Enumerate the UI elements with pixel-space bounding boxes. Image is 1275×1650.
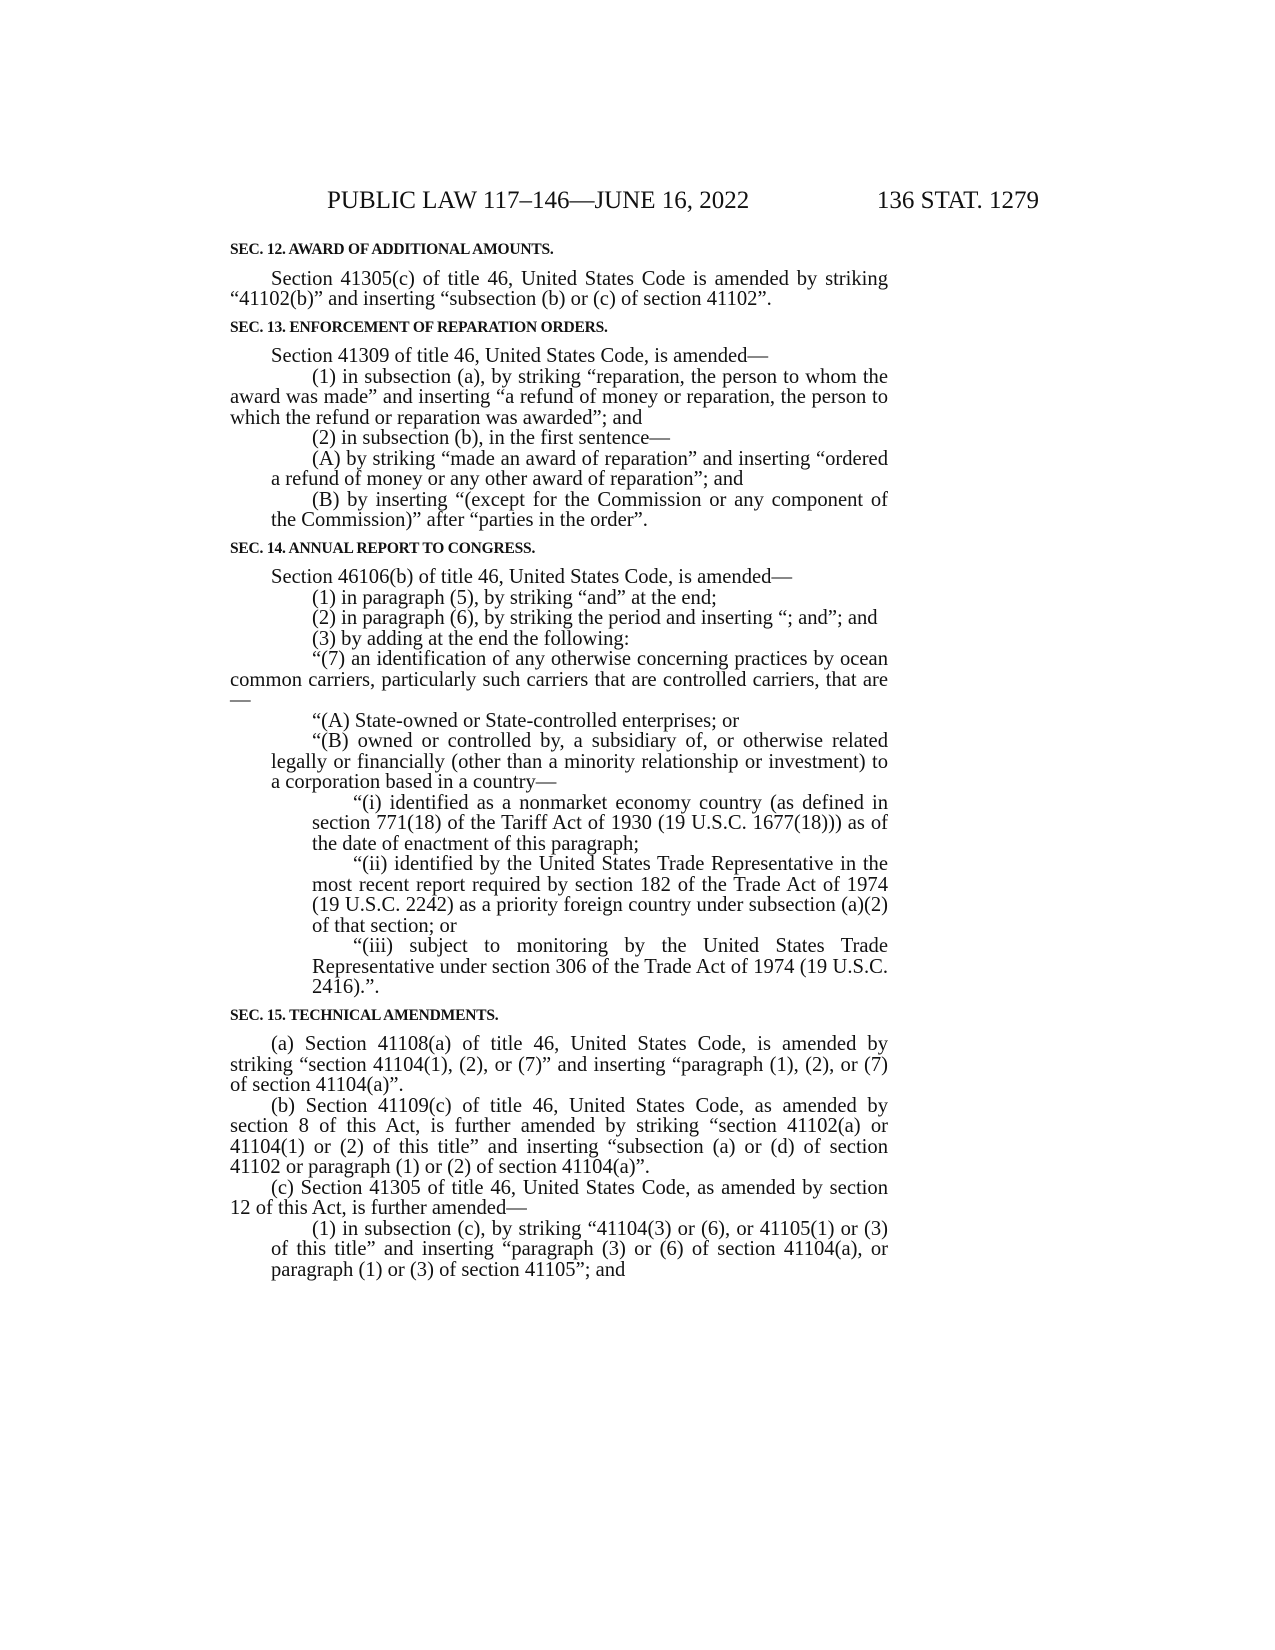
section-15-heading: SEC. 15. TECHNICAL AMENDMENTS. [230,1006,499,1024]
section-14-heading: SEC. 14. ANNUAL REPORT TO CONGRESS. [230,539,536,557]
section-14-subparagraph-a: “(A) State-owned or State-controlled enterprises; or [312,709,740,732]
section-13-intro: Section 41309 of title 46, United States Code, is amended— [271,345,769,367]
section-12-text: Section 41305(c) of title 46, United States Code is amended by striking “41102(b)” and inserting “subsection (b) or (c) of section 41102”. [230,267,888,310]
section-14-clause-ii: “(ii) identified by the United States Trade Representative in the most recent report required by section 182 of the Trade Act of 1974 (19 U.S.C. 2242) as a priority foreign country under subsection (a)(2) of that section; or [312,853,888,937]
section-14-clause-iii: “(iii) subject to monitoring by the United States Trade Representative under section 306 of the Trade Act of 1974 (19 U.S.C. 2416).”. [312,935,888,998]
section-14-paragraph-7: “(7) an identification of any otherwise concerning practices by ocean common carriers, particularly such carriers that are controlled carriers, that are— [230,648,888,711]
section-15-subsection-c: (c) Section 41305 of title 46, United States Code, as amended by section 12 of this Act, is further amended— [230,1176,888,1219]
section-14-subparagraph-b: “(B) owned or controlled by, a subsidiary of, or otherwise related legally or financially (other than a minority relationship or investment) to a corporation based in a country— [271,730,888,793]
section-12-heading: SEC. 12. AWARD OF ADDITIONAL AMOUNTS. [230,241,554,258]
section-15-subsection-b: (b) Section 41109(c) of title 46, United States Code, as amended by section 8 of this Act, is further amended by striking “section 41102(a) or 41104(1) or (2) of this title” and inserting “subsection (a) or (d) of section 41102 or paragraph (1) or (2) of section 41104(a)”. [230,1094,888,1178]
section-14-paragraph-2: (2) in paragraph (6), by striking the period and inserting “; and”; and [312,607,878,629]
section-13-heading: SEC. 13. ENFORCEMENT OF REPARATION ORDERS. [230,318,608,336]
section-14-paragraph-3: (3) by adding at the end the following: [312,627,630,650]
section-13-subparagraph-b: (B) by inserting “(except for the Commission or any component of the Commission)” after “parties in the order”. [271,488,888,531]
page-header [327,186,1039,216]
document-body [230,240,888,1280]
section-14-clause-i: “(i) identified as a nonmarket economy country (as defined in section 771(18) of the Tariff Act of 1930 (19 U.S.C. 1677(18))) as of the date of enactment of this paragraph; [312,791,888,855]
section-15-subsection-c-paragraph-1: (1) in subsection (c), by striking “41104(3) or (6), or 41105(1) or (3) of this title” and inserting “paragraph (3) or (6) of section 41104(a), or paragraph (1) or (3) of section 41105”; and [271,1217,888,1281]
section-14-paragraph-1: (1) in paragraph (5), by striking “and” at the end; [312,586,717,609]
section-15-subsection-a: (a) Section 41108(a) of title 46, United States Code, is amended by striking “section 41104(1), (2), or (7)” and inserting “paragraph (1), (2), or (7) of section 41104(a)”. [230,1033,888,1096]
section-14-intro: Section 46106(b) of title 46, United States Code, is amended— [271,566,793,588]
stat-page-number: 136 STAT. 1279 [876,187,1039,214]
law-citation: PUBLIC LAW 117–146—JUNE 16, 2022 [327,187,750,214]
section-13-paragraph-1: (1) in subsection (a), by striking “reparation, the person to whom the award was made” and inserting “a refund of money or reparation, the person to which the refund or reparation was awarded”; and [230,365,888,429]
section-13-paragraph-2: (2) in subsection (b), in the first sentence— [312,427,671,449]
section-13-subparagraph-a: (A) by striking “made an award of reparation” and inserting “ordered a refund of money or any other award of reparation”; and [271,447,888,490]
